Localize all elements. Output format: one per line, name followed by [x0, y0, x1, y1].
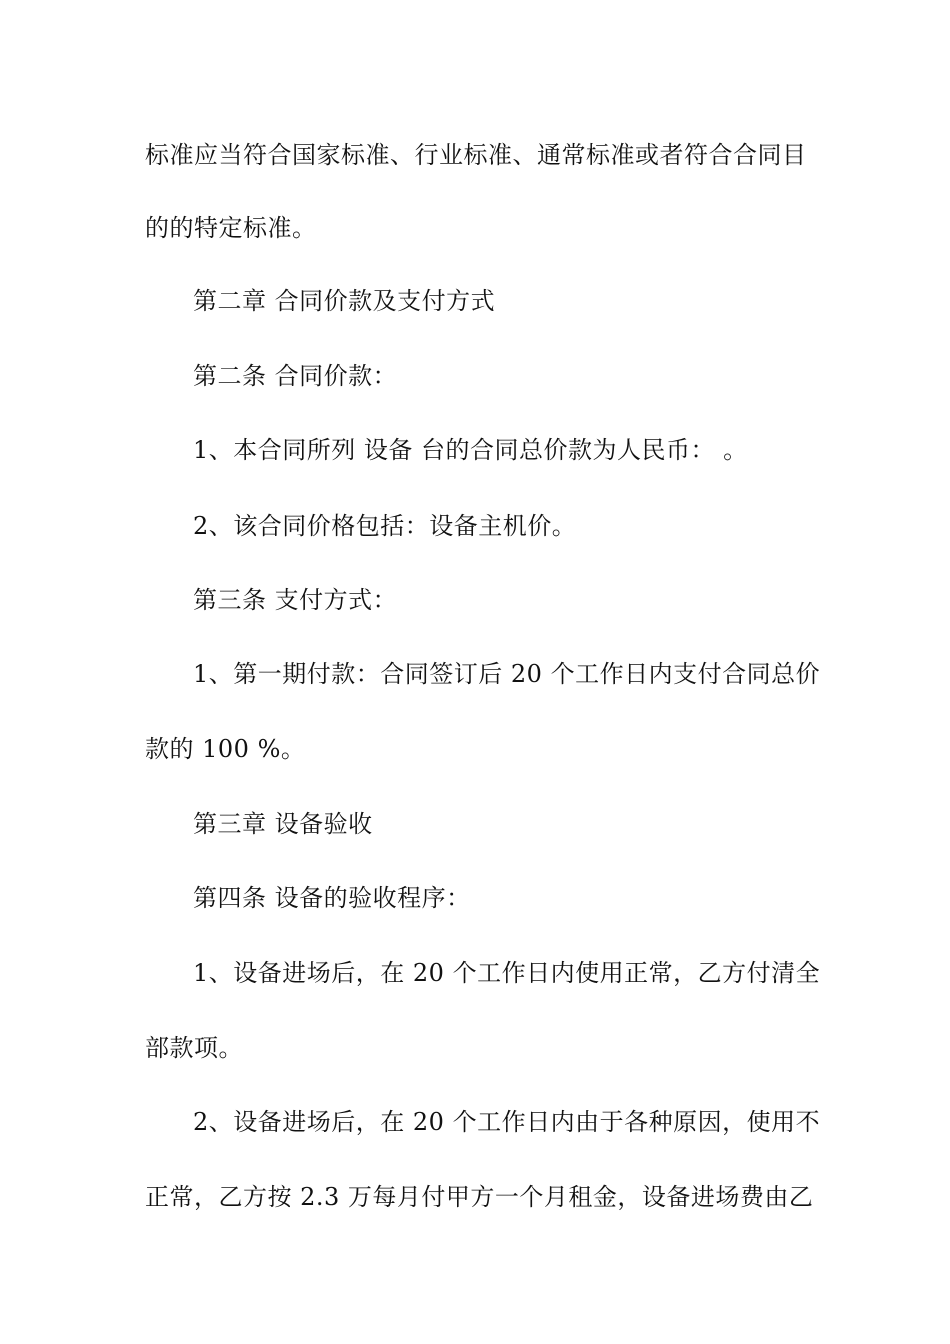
paragraph-line: 2、设备进场后，在 20 个工作日内由于各种原因，使用不 [193, 1108, 821, 1136]
paragraph-line: 正常，乙方按 2.3 万每月付甲方一个月租金，设备进场费由乙 [145, 1183, 814, 1211]
paragraph-line: 1、第一期付款：合同签订后 20 个工作日内支付合同总价 [193, 660, 821, 688]
paragraph-line: 标准应当符合国家标准、行业标准、通常标准或者符合合同目 [145, 141, 807, 169]
paragraph-line: 的的特定标准。 [145, 214, 317, 242]
article-heading: 第二条 合同价款： [193, 362, 398, 390]
paragraph-line: 1、本合同所列 设备 台的合同总价款为人民币： 。 [193, 436, 748, 464]
paragraph-line: 2、该合同价格包括：设备主机价。 [193, 512, 577, 540]
chapter-heading: 第二章 合同价款及支付方式 [193, 287, 496, 315]
paragraph-line: 部款项。 [145, 1034, 243, 1062]
article-heading: 第三条 支付方式： [193, 586, 398, 614]
chapter-heading: 第三章 设备验收 [193, 810, 373, 838]
paragraph-line: 1、设备进场后，在 20 个工作日内使用正常，乙方付清全 [193, 959, 821, 987]
article-heading: 第四条 设备的验收程序： [193, 884, 471, 912]
paragraph-line: 款的 100 %。 [145, 735, 306, 763]
